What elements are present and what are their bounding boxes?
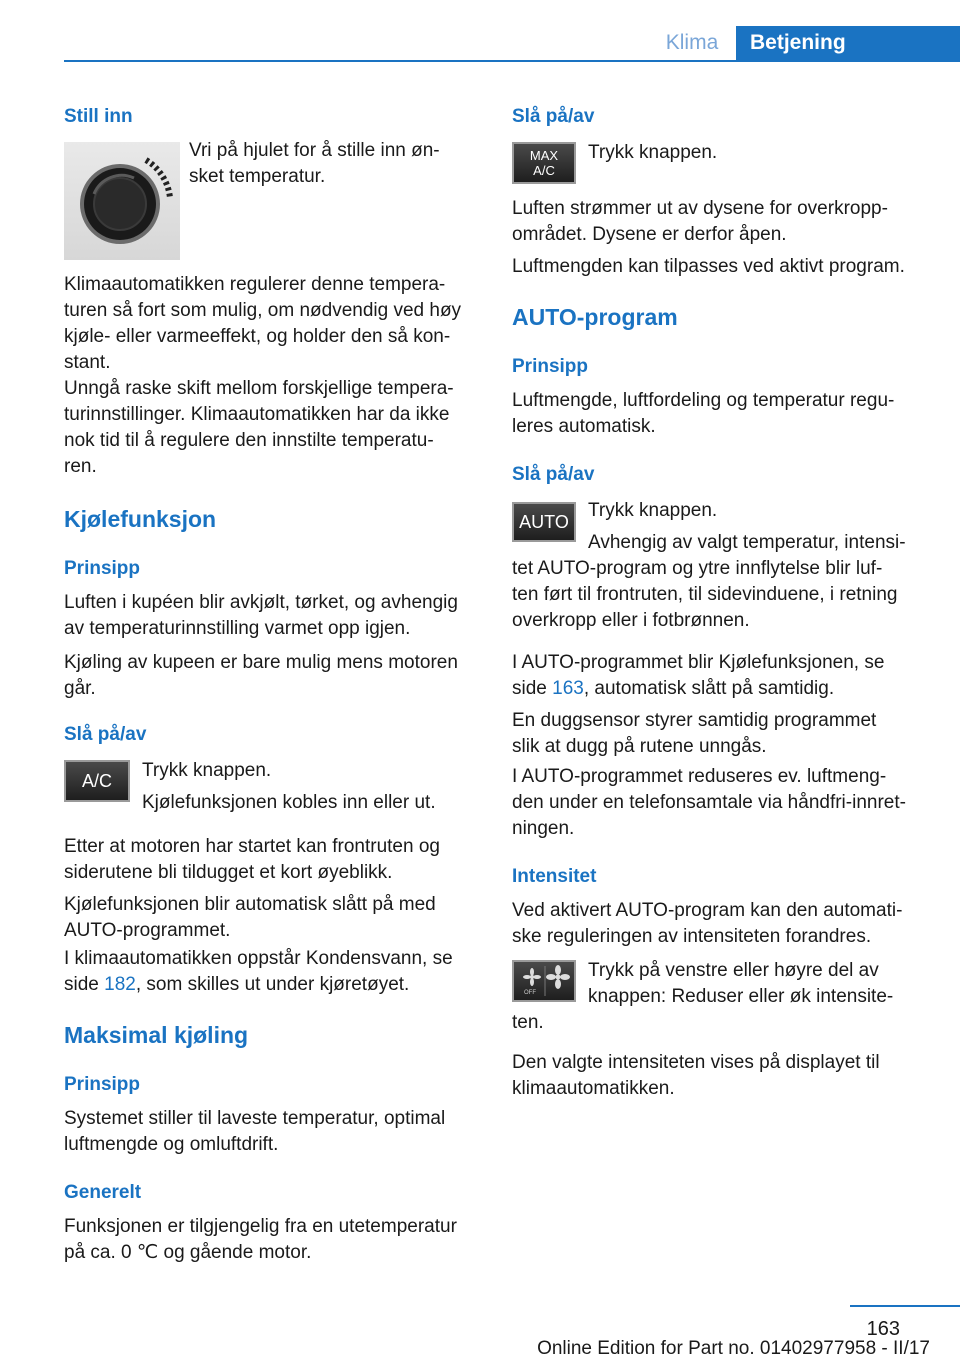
- footer-rule: [850, 1305, 960, 1307]
- text-line: går.: [64, 678, 96, 699]
- heading-sla-pa-av: Slå på/av: [64, 724, 147, 745]
- text-line: sket temperatur.: [189, 166, 326, 187]
- text-span: side: [64, 974, 105, 995]
- text-line: [512, 676, 884, 702]
- text-line: tet AUTO-program og ytre innflytelse blir luf-: [512, 558, 883, 579]
- text-line: Systemet stiller til laveste temperatur, optimal: [64, 1108, 446, 1129]
- text-line: En duggsensor styrer samtidig programmet: [512, 710, 877, 731]
- fan-instructions-end: ten.: [512, 1012, 544, 1033]
- paragraph-prinsipp-auto: [512, 388, 894, 440]
- text-line: Den valgte intensiteten vises på displayet til: [512, 1052, 880, 1073]
- heading-kjolefunksjon: Kjølefunksjon: [64, 506, 217, 532]
- paragraph-valgte: [512, 1050, 880, 1102]
- text-line: Kjølefunksjonen kobles inn eller ut.: [142, 792, 436, 813]
- edition-line: Online Edition for Part no. 01402977958 - II/17: [537, 1338, 930, 1359]
- text-line: av temperaturinnstilling varmet opp igjen.: [64, 618, 411, 639]
- text-line: Luftmengde, luftfordeling og temperatur regu-: [512, 390, 895, 411]
- text-line: kjøle- eller varmeeffekt, og holder den så kon-: [64, 326, 451, 347]
- tab-klima[interactable]: Klima: [665, 31, 719, 54]
- max-ac-instruction: Trykk knappen.: [588, 142, 718, 163]
- paragraph-luftmengden: Luftmengden kan tilpasses ved aktivt program.: [512, 256, 905, 277]
- paragraph-kjolefunk: [64, 892, 436, 944]
- dial-icon: [64, 142, 180, 260]
- text-line: området. Dysene er derfor åpen.: [512, 224, 787, 245]
- ac-button-image: A/C: [64, 760, 130, 802]
- text-line: I AUTO-programmet blir Kjølefunksjonen, se: [512, 652, 885, 673]
- ac-instructions: [142, 758, 436, 816]
- paragraph-generelt: [64, 1214, 457, 1266]
- text-line: Etter at motoren har startet kan frontruten og: [64, 836, 440, 857]
- text-line: Ved aktivert AUTO-program kan den automati-: [512, 900, 903, 921]
- button-label: A/C: [533, 163, 555, 178]
- text-span: , automatisk slått på samtidig.: [583, 678, 835, 699]
- text-line: luftmengde og omluftdrift.: [64, 1134, 279, 1155]
- paragraph-etter: [64, 834, 440, 886]
- tab-betjening[interactable]: Betjening: [736, 26, 960, 60]
- heading-intensitet: Intensitet: [512, 866, 597, 887]
- text-line: I klimaautomatikken oppstår Kondensvann, se: [64, 948, 453, 969]
- text-line: Luften i kupéen blir avkjølt, tørket, og avhengig: [64, 592, 458, 613]
- paragraph-kondens: [64, 946, 453, 998]
- still-inn-text: [189, 138, 440, 190]
- text-line: overkropp eller i fotbrønnen.: [512, 610, 750, 631]
- heading-prinsipp: Prinsipp: [64, 558, 141, 579]
- text-line: Kjøling av kupeen er bare mulig mens motoren: [64, 652, 458, 673]
- text-line: nok tid til å regulere den innstilte temperatu-: [64, 430, 434, 451]
- text-line: I AUTO-programmet reduseres ev. luftmeng-: [512, 766, 887, 787]
- heading-auto-program: AUTO-program: [512, 304, 678, 330]
- paragraph-avhengig: [512, 556, 897, 634]
- paragraph-prinsipp: [64, 590, 458, 642]
- header-rule: [64, 60, 960, 62]
- fan-instructions: [588, 958, 893, 1010]
- fan-off-label: OFF: [524, 990, 536, 996]
- text-line: ten ført til frontruten, til sidevinduene, i retning: [512, 584, 898, 605]
- paragraph-reduseres: [512, 764, 906, 842]
- button-label: MAX: [529, 148, 559, 163]
- text-line: stant.: [64, 352, 111, 373]
- paragraph-iauto: [512, 650, 884, 702]
- paragraph-kjoling: [64, 650, 458, 702]
- text-line: ske reguleringen av intensiteten forandres.: [512, 926, 872, 947]
- text-line: leres automatisk.: [512, 416, 656, 437]
- text-line: Funksjonen er tilgjengelig fra en utetemperatur: [64, 1216, 457, 1237]
- auto-instructions: [588, 498, 906, 556]
- heading-maksimal-kjoling: Maksimal kjøling: [64, 1022, 249, 1048]
- text-line: Luften strømmer ut av dysene for overkropp-: [512, 198, 888, 219]
- paragraph-prinsipp-maks: [64, 1106, 445, 1158]
- text-line: ren.: [64, 456, 97, 477]
- text-span: , som skilles ut under kjøretøyet.: [135, 974, 410, 995]
- paragraph-unnga: [64, 376, 454, 480]
- text-line: på ca. 0 ℃ og gående motor.: [64, 1242, 312, 1263]
- paragraph-luften: [512, 196, 888, 248]
- max-ac-button-image: [512, 142, 576, 184]
- heading-still-inn: Still inn: [64, 106, 133, 127]
- fan-icon: [514, 962, 574, 1000]
- paragraph-intensitet: [512, 898, 902, 950]
- heading-generelt: Generelt: [64, 1182, 142, 1203]
- temperature-dial-image: [64, 142, 180, 260]
- text-line: Vri på hjulet for å stille inn øn-: [189, 140, 440, 161]
- page-number: 163: [866, 1318, 900, 1340]
- heading-sla-pa-av: Slå på/av: [512, 464, 595, 485]
- text-line: turen så fort som mulig, om nødvendig ved høy: [64, 300, 462, 321]
- text-line: Trykk knappen.: [588, 500, 718, 521]
- text-line: Unngå raske skift mellom forskjellige tempera-: [64, 378, 454, 399]
- page-link-182[interactable]: 182: [104, 974, 136, 995]
- paragraph-klima: [64, 272, 461, 376]
- text-line: slik at dugg på rutene unngås.: [512, 736, 767, 757]
- text-line: Avhengig av valgt temperatur, intensi-: [588, 532, 906, 553]
- text-line: knappen: Reduser eller øk intensite-: [588, 986, 894, 1007]
- text-line: Kjølefunksjonen blir automatisk slått på med: [64, 894, 436, 915]
- page-link-163[interactable]: 163: [552, 678, 584, 699]
- text-span: side: [512, 678, 553, 699]
- text-line: ningen.: [512, 818, 575, 839]
- heading-prinsipp: Prinsipp: [512, 356, 589, 377]
- text-line: klimaautomatikken.: [512, 1078, 675, 1099]
- paragraph-dugg: [512, 708, 876, 760]
- auto-button-image: AUTO: [512, 502, 576, 542]
- heading-sla-pa-av: Slå på/av: [512, 106, 595, 127]
- text-line: siderutene bli tildugget et kort øyeblikk.: [64, 862, 393, 883]
- heading-prinsipp: Prinsipp: [64, 1074, 141, 1095]
- text-line: turinnstillinger. Klimaautomatikken har da ikke: [64, 404, 450, 425]
- text-line: [64, 972, 453, 998]
- fan-intensity-button-image: [512, 960, 576, 1002]
- text-line: Trykk på venstre eller høyre del av: [588, 960, 879, 981]
- text-line: den under en telefonsamtale via håndfri-innret-: [512, 792, 906, 813]
- text-line: Klimaautomatikken regulerer denne tempera-: [64, 274, 446, 295]
- text-line: Trykk knappen.: [142, 760, 272, 781]
- text-line: AUTO-programmet.: [64, 920, 231, 941]
